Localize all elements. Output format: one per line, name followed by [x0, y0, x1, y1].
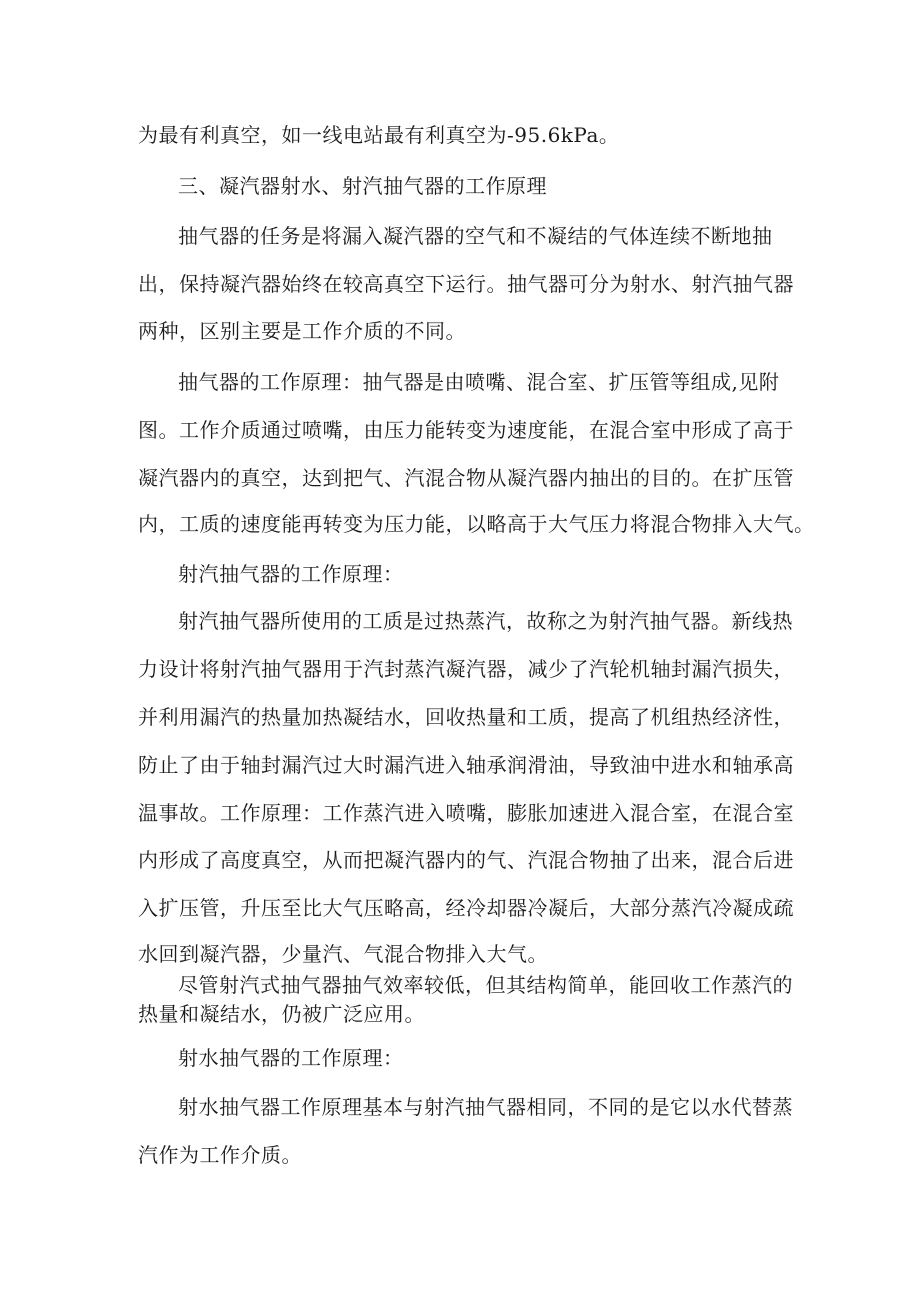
text-line: 入扩压管，升压至比大气压略高，经冷却器冷凝后，大部分蒸汽冷凝成疏: [138, 896, 794, 920]
text-line: 凝汽器内的真空，达到把气、汽混合物从凝汽器内抽出的目的。在扩压管: [138, 466, 794, 490]
text-line: 抽气器的工作原理：抽气器是由喷嘴、混合室、扩压管等组成,见附: [178, 370, 780, 394]
text-line: 两种，区别主要是工作介质的不同。: [138, 319, 466, 343]
text-line: 防止了由于轴封漏汽过大时漏汽进入轴承润滑油，导致油中进水和轴承高: [138, 753, 794, 777]
text-line: 射汽抽气器所使用的工质是过热蒸汽，故称之为射汽抽气器。新线热: [178, 609, 793, 633]
text-line: 汽作为工作介质。: [138, 1143, 302, 1167]
text-line: 出，保持凝汽器始终在较高真空下运行。抽气器可分为射水、射汽抽气器: [138, 272, 794, 296]
text-line: 射水抽气器工作原理基本与射汽抽气器相同，不同的是它以水代替蒸: [178, 1095, 793, 1119]
text-line: 为最有利真空，如一线电站最有利真空为-95.6kPa。: [138, 123, 620, 147]
text-line: 图。工作介质通过喷嘴，由压力能转变为速度能，在混合室中形成了高于: [138, 418, 794, 442]
section-heading: 三、凝汽器射水、射汽抽气器的工作原理: [178, 174, 547, 198]
text-line: 并利用漏汽的热量加热凝结水，回收热量和工质，提高了机组热经济性，: [138, 705, 794, 729]
text-line: 水回到凝汽器，少量汽、气混合物排入大气。: [138, 942, 548, 966]
text-line: 温事故。工作原理：工作蒸汽进入喷嘴，膨胀加速进入混合室，在混合室: [138, 801, 794, 825]
text-line: 尽管射汽式抽气器抽气效率较低，但其结构简单，能回收工作蒸汽的: [178, 973, 793, 997]
subheading: 射水抽气器的工作原理：: [178, 1046, 404, 1070]
text-line: 力设计将射汽抽气器用于汽封蒸汽凝汽器，减少了汽轮机轴封漏汽损失，: [138, 657, 794, 681]
text-line: 抽气器的任务是将漏入凝汽器的空气和不凝结的气体连续不断地抽: [178, 224, 773, 248]
subheading: 射汽抽气器的工作原理：: [178, 562, 404, 586]
text-line: 内形成了高度真空，从而把凝汽器内的气、汽混合物抽了出来，混合后进: [138, 848, 794, 872]
text-line: 内，工质的速度能再转变为压力能，以略高于大气压力将混合物排入大气。: [138, 512, 815, 536]
text-line: 热量和凝结水，仍被广泛应用。: [138, 1002, 425, 1026]
